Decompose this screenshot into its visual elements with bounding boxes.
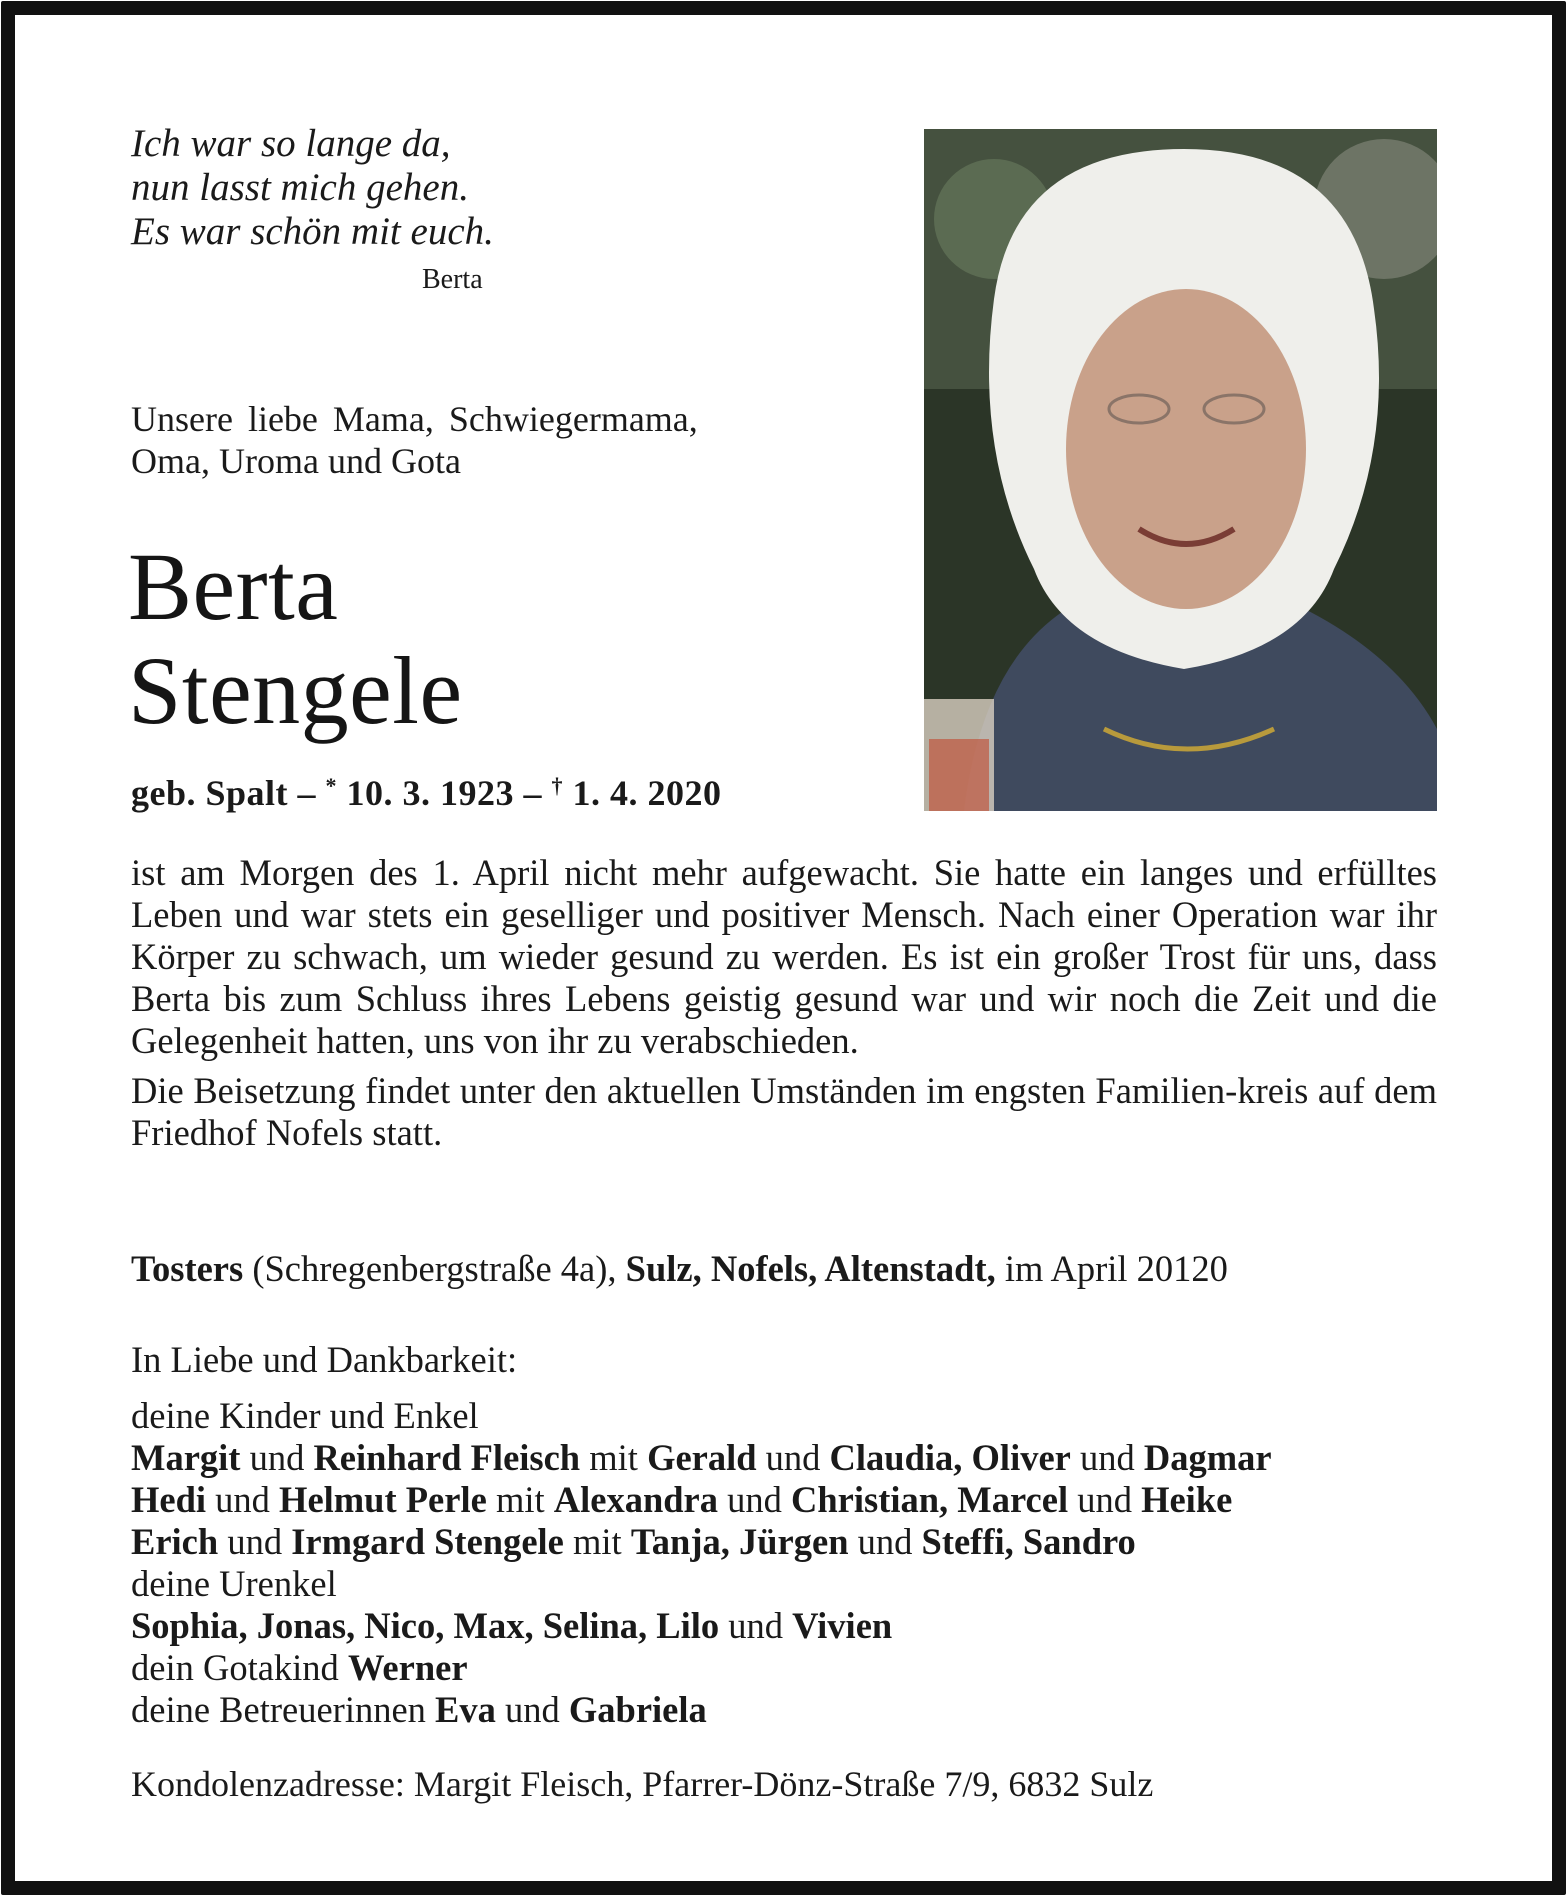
family-line [131, 1437, 1272, 1479]
died-symbol: † [551, 773, 564, 798]
portrait-illustration [924, 129, 1437, 811]
connector-text: und [719, 1605, 793, 1646]
body-paragraph: ist am Morgen des 1. April nicht mehr aufgewacht. Sie hatte ein langes und erfülltes Leben und war stets ein geselliger und positiver Mensch. Nach einer Operation war ihr Körper zu schwach, um wieder gesund zu werden. Es ist ein großer Trost für uns, dass Berta bis zum Schluss ihres Lebens geistig gesund war und wir noch die Zeit und die Gelegenheit hatten, uns von ihr zu verabschieden. [131, 852, 1437, 1061]
born-symbol: * [325, 773, 338, 798]
condolence-address: Kondolenzadresse: Margit Fleisch, Pfarrer-Dönz-Straße 7/9, 6832 Sulz [131, 1764, 1154, 1804]
person-name: Alexandra [553, 1479, 718, 1520]
intro-line: Unsere liebe Mama, Schwiegermama, [131, 399, 698, 439]
motto-author: Berta [422, 264, 483, 295]
intro-line: Oma, Uroma und Gota [131, 441, 461, 481]
family-list [131, 1339, 1272, 1731]
connector-text: und [1070, 1437, 1144, 1478]
birth-date: 10. 3. 1923 [346, 773, 515, 813]
great-grandchildren-line [131, 1605, 1272, 1647]
place-town: Tosters [131, 1248, 244, 1289]
person-name: Irmgard Stengele [291, 1521, 564, 1562]
separator: – [523, 773, 543, 813]
place-others: Sulz, Nofels, Altenstadt, [625, 1248, 996, 1289]
person-name: Erich [131, 1521, 219, 1562]
life-dates [131, 772, 722, 814]
person-name: Vivien [792, 1605, 893, 1646]
burial-paragraph: Die Beisetzung findet unter den aktuellen Umständen im engsten Familien-kreis auf dem Friedhof Nofels statt. [131, 1070, 1437, 1153]
place-date-line [131, 1247, 1228, 1290]
birth-name: geb. Spalt [131, 773, 289, 813]
connector-text: mit [580, 1437, 648, 1478]
person-name: Sophia, Jonas, Nico, Max, Selina, Lilo [131, 1605, 720, 1646]
connector-text: dein Gotakind [131, 1647, 348, 1688]
connector-text: und [206, 1479, 280, 1520]
connector-text: deine Betreuerinnen [131, 1689, 436, 1730]
family-heading: In Liebe und Dankbarkeit: [131, 1339, 518, 1380]
person-name: Christian, Marcel [791, 1479, 1069, 1520]
separator: – [297, 773, 317, 813]
motto-line: Ich war so lange da, [131, 122, 451, 165]
person-name: Dagmar [1143, 1437, 1272, 1478]
person-name: Werner [347, 1647, 468, 1688]
obituary-body [131, 852, 1437, 1154]
connector-text: und [1068, 1479, 1142, 1520]
person-name: Heike [1141, 1479, 1233, 1520]
deceased-name [128, 535, 463, 743]
connector-text: und [756, 1437, 830, 1478]
last-name: Stengele [128, 637, 463, 744]
motto-verse [131, 122, 494, 254]
connector-text: mit [563, 1521, 631, 1562]
family-line [131, 1479, 1272, 1521]
person-name: Gabriela [568, 1689, 707, 1730]
person-name: Eva [435, 1689, 496, 1730]
godchild-line [131, 1647, 1272, 1689]
person-name: Helmut Perle [279, 1479, 487, 1520]
connector-text: mit [486, 1479, 554, 1520]
great-grandchildren-label: deine Urenkel [131, 1563, 337, 1604]
person-name: Claudia, Oliver [829, 1437, 1071, 1478]
connector-text: und [718, 1479, 791, 1520]
person-name: Gerald [647, 1437, 757, 1478]
person-name: Margit [131, 1437, 241, 1478]
caregivers-line [131, 1689, 1272, 1731]
intro-text [131, 398, 831, 482]
person-name: Hedi [131, 1479, 207, 1520]
first-name: Berta [128, 533, 339, 640]
place-address: (Schregenbergstraße 4a), [252, 1248, 617, 1289]
connector-text: und [218, 1521, 292, 1562]
portrait-photo [924, 129, 1437, 811]
place-date: im April 20120 [1004, 1248, 1228, 1289]
person-name: Reinhard Fleisch [313, 1437, 581, 1478]
connector-text: und [848, 1521, 922, 1562]
motto-line: nun lasst mich gehen. [131, 166, 469, 209]
person-name: Steffi, Sandro [921, 1521, 1136, 1562]
death-date: 1. 4. 2020 [572, 773, 722, 813]
person-name: Tanja, Jürgen [630, 1521, 849, 1562]
connector-text: und [240, 1437, 314, 1478]
connector-text: und [495, 1689, 569, 1730]
children-label: deine Kinder und Enkel [131, 1395, 479, 1436]
family-line [131, 1521, 1272, 1563]
motto-line: Es war schön mit euch. [131, 210, 494, 253]
